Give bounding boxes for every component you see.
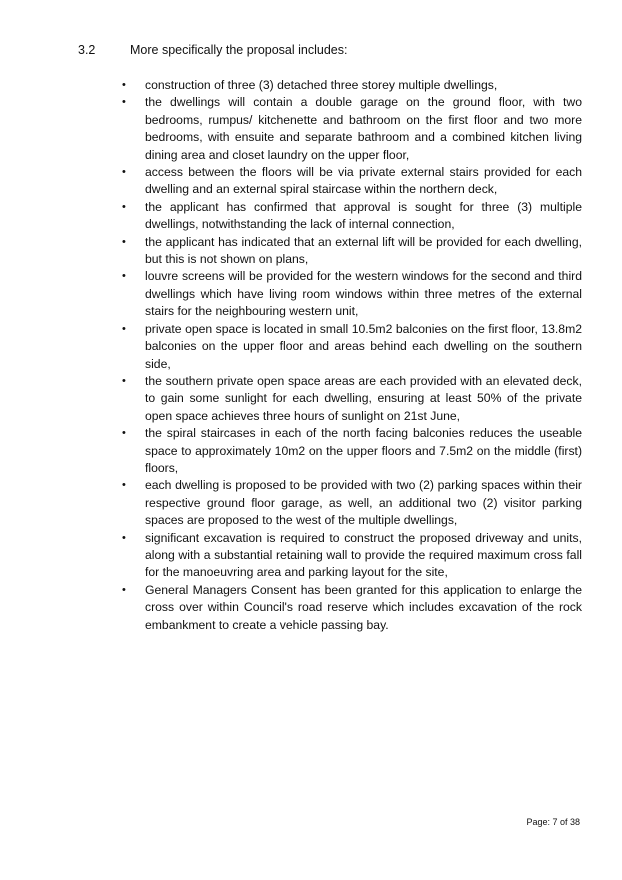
- bullet-item: [122, 477, 582, 529]
- bullet-dot: •: [122, 322, 126, 335]
- bullet-text: the dwellings will contain a double garage on the ground floor, with two bedrooms, rumpus/ kitchenette and bathroom on the first floor and two more bedrooms, with ensuite and separate bathroom and a combined kitchen living dining area and closet laundry on the upper floor,: [145, 95, 582, 162]
- bullet-text: access between the floors will be via private external stairs provided for each dwelling and an external spiral staircase within the northern deck,: [145, 165, 582, 197]
- bullet-text: louvre screens will be provided for the western windows for the second and third dwellings which have living room windows within three metres of the external stairs for the neighbouring western unit,: [145, 269, 582, 319]
- bullet-dot: •: [122, 479, 126, 492]
- bullet-text: construction of three (3) detached three storey multiple dwellings,: [145, 78, 498, 92]
- bullet-text: the applicant has indicated that an external lift will be provided for each dwelling, but this is not shown on plans,: [145, 234, 582, 267]
- bullet-dot: •: [122, 166, 126, 179]
- bullet-item: [122, 234, 582, 269]
- bullet-text: the spiral staircases in each of the north facing balconies reduces the useable space to approximately 10m2 on the upper floors and 7.5m2 on the middle (first) floors,: [145, 426, 582, 475]
- bullet-item: [122, 373, 582, 425]
- proposal-bullet-list: [122, 77, 582, 634]
- bullet-item: [122, 164, 582, 199]
- bullet-text: the applicant has confirmed that approval is sought for three (3) multiple dwellings, notwithstanding the lack of internal connection,: [145, 199, 582, 232]
- bullet-dot: •: [122, 270, 126, 283]
- bullet-text: General Managers Consent has been granted for this application to enlarge the cross over within Council's road reserve which includes excavation of the rock embankment to create a vehicle passing bay.: [145, 582, 582, 632]
- bullet-dot: •: [122, 79, 126, 91]
- bullet-dot: •: [122, 531, 126, 544]
- page-number-footer: Page: 7 of 38: [526, 817, 580, 827]
- section-number: 3.2: [78, 43, 96, 57]
- section-heading: [78, 42, 347, 58]
- bullet-dot: •: [122, 200, 126, 213]
- bullet-item: [122, 321, 582, 373]
- bullet-dot: •: [122, 374, 126, 387]
- bullet-dot: •: [122, 583, 126, 596]
- bullet-item: [122, 199, 582, 234]
- bullet-item: [122, 94, 582, 164]
- bullet-item: [122, 530, 582, 582]
- bullet-text: significant excavation is required to construct the proposed driveway and units, along with a substantial retaining wall to provide the required maximum cross fall for the manoeuvring area and parking layout for the site,: [145, 530, 582, 580]
- bullet-item: [122, 77, 582, 94]
- bullet-item: [122, 425, 582, 477]
- bullet-item: [122, 268, 582, 320]
- bullet-dot: •: [122, 96, 126, 109]
- bullet-text: private open space is located in small 10.5m2 balconies on the first floor, 13.8m2 balconies on the upper floor and areas behind each dwelling on the southern side,: [145, 321, 582, 371]
- section-heading-text: More specifically the proposal includes:: [130, 43, 348, 57]
- bullet-text: the southern private open space areas are each provided with an elevated deck, to gain some sunlight for each dwelling, ensuring at least 50% of the private open space achieves three hours of sunlight on 21st June,: [145, 373, 582, 423]
- bullet-text: each dwelling is proposed to be provided with two (2) parking spaces within their respective ground floor garage, as well, an additional two (2) visitor parking spaces are proposed to the west of the multiple dwellings,: [145, 478, 582, 528]
- bullet-item: [122, 582, 582, 634]
- bullet-dot: •: [122, 235, 126, 248]
- bullet-dot: •: [122, 427, 126, 440]
